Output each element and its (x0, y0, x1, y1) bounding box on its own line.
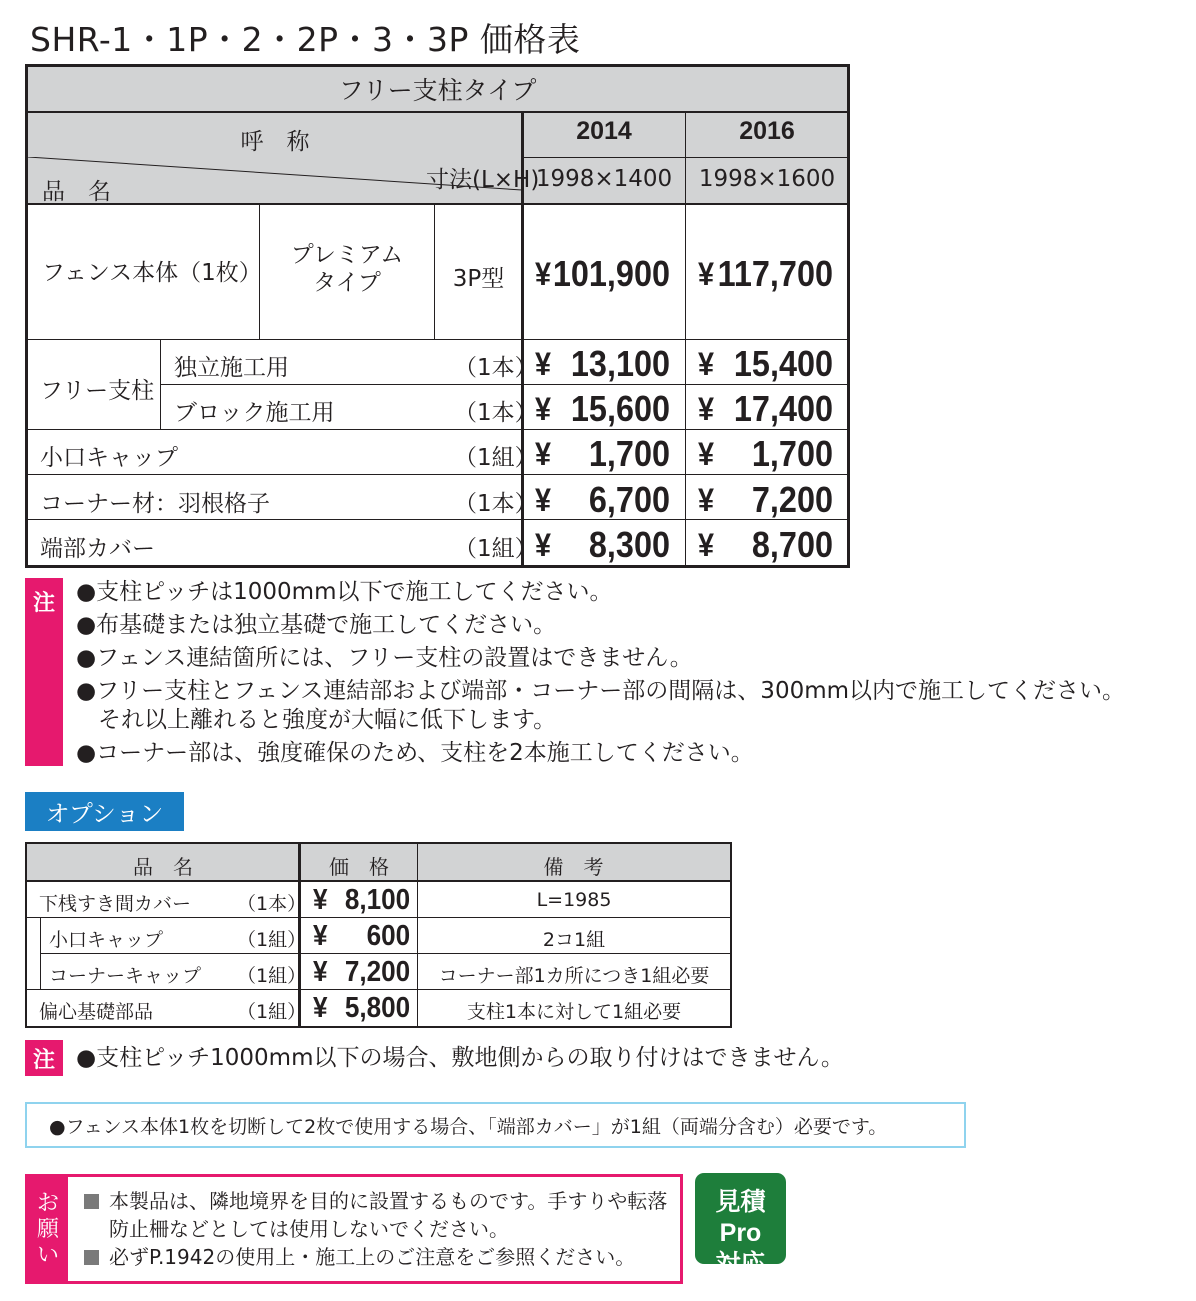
option-remark: L=1985 (536, 889, 612, 911)
yen-symbol: ¥ (698, 435, 715, 472)
row-free-post-standalone: 独立施工用 (174, 355, 289, 381)
option-unit: （1組） (237, 929, 307, 951)
row-unit: （1本） (454, 355, 538, 381)
yen-symbol: ¥ (535, 435, 552, 472)
row-end-cover: 端部カバー (40, 536, 155, 562)
price-value: 13,100 (570, 343, 670, 384)
row-fence-body-model: 3P型 (452, 266, 505, 292)
price-value: 600 (366, 920, 411, 952)
price-value: 1,700 (751, 433, 833, 474)
dimension-label: 寸法(L×H) (426, 167, 540, 193)
divider (160, 384, 522, 385)
request-line-text: 本製品は、隣地境界を目的に設置するものです。手すりや転落 (109, 1189, 668, 1213)
option-name: 小口キャップ (49, 929, 164, 951)
option-price (313, 884, 410, 917)
option-remark: 支柱1本に対して1組必要 (466, 1001, 682, 1023)
option-price (313, 956, 410, 989)
price-end-cover-2014 (535, 524, 670, 566)
note-line: ●布基礎または独立基礎で施工してください。 (76, 612, 557, 638)
yen-symbol: ¥ (535, 481, 552, 518)
request-label (28, 1177, 68, 1281)
yen-symbol: ¥ (313, 956, 328, 988)
price-value: 5,800 (344, 992, 411, 1024)
price-standalone-2014 (535, 343, 670, 385)
note-line: ●支柱ピッチは1000mm以下で施工してください。 (76, 579, 613, 605)
divider (28, 519, 847, 520)
options-table (25, 842, 732, 1028)
yen-symbol: ¥ (535, 255, 552, 292)
request-label-char: 願 (36, 1217, 59, 1242)
price-corner-2014 (535, 479, 670, 521)
yen-symbol: ¥ (535, 345, 552, 382)
group-header-label: フリー支柱タイプ (338, 76, 537, 105)
divider (40, 953, 730, 954)
divider (28, 474, 847, 475)
request-line (84, 1187, 667, 1215)
square-bullet-icon (84, 1250, 99, 1265)
row-unit: （1本） (454, 491, 538, 517)
price-value: 7,200 (344, 956, 411, 988)
price-fence-2016 (698, 253, 833, 295)
yen-symbol: ¥ (698, 526, 715, 563)
yen-symbol: ¥ (698, 481, 715, 518)
price-table (25, 64, 850, 568)
price-value: 101,900 (552, 253, 670, 294)
note-line: ●フェンス連結箇所には、フリー支柱の設置はできません。 (76, 645, 693, 671)
divider (27, 989, 730, 990)
option-price (313, 992, 410, 1025)
row-free-post-block: ブロック施工用 (174, 400, 335, 426)
yen-symbol: ¥ (698, 255, 715, 292)
row-fence-body-type: プレミアム タイプ (290, 242, 404, 296)
col-code-2014: 2014 (576, 117, 632, 145)
yen-symbol: ¥ (313, 992, 328, 1024)
row-corner-material: コーナー材：羽根格子 (40, 491, 270, 517)
option-name: 偏心基礎部品 (39, 1001, 154, 1023)
request-line-text: 必ずP.1942の使用上・施工上のご注意をご参照ください。 (109, 1245, 636, 1269)
divider (27, 917, 730, 918)
request-line (84, 1243, 635, 1271)
yen-symbol: ¥ (698, 345, 715, 382)
divider (522, 384, 847, 385)
price-value: 15,400 (733, 343, 833, 384)
product-name-label: 品 名 (42, 179, 111, 205)
divider (28, 429, 847, 430)
price-fence-2014 (535, 253, 670, 295)
price-corner-2016 (698, 479, 833, 521)
yen-symbol: ¥ (313, 884, 328, 916)
col-size-2016: 1998×1600 (698, 166, 836, 192)
badge-line-1: 見積Pro (715, 1188, 766, 1247)
price-block-2016 (698, 388, 833, 430)
request-line: 防止柵などとしては使用しないでください。 (109, 1217, 509, 1241)
request-label-char: お (36, 1191, 59, 1216)
option-remark: 2コ1組 (542, 929, 606, 951)
price-value: 15,600 (570, 388, 670, 429)
info-box-text: ●フェンス本体1枚を切断して2枚で使用する場合、「端部カバー」が1組（両端分含む）必要です。 (49, 1115, 888, 1138)
price-value: 7,200 (751, 479, 833, 520)
yen-symbol: ¥ (698, 390, 715, 427)
price-value: 8,100 (344, 884, 411, 916)
price-value: 17,400 (733, 388, 833, 429)
page-title: SHR-1・1P・2・2P・3・3P 価格表 (30, 20, 581, 59)
info-box (25, 1102, 966, 1148)
option-unit: （1本） (237, 893, 307, 915)
note-line: それ以上離れると強度が大幅に低下します。 (98, 707, 557, 733)
yen-symbol: ¥ (535, 390, 552, 427)
divider (28, 203, 847, 205)
divider (27, 880, 730, 882)
options-header-remarks: 備 考 (543, 855, 604, 879)
yen-symbol: ¥ (313, 920, 328, 952)
price-value: 1,700 (588, 433, 670, 474)
options-header-price: 価 格 (329, 855, 389, 879)
option-name: コーナーキャップ (49, 965, 202, 987)
note-line: ●フリー支柱とフェンス連結部および端部・コーナー部の間隔は、300mm以内で施工してください。 (76, 678, 1126, 704)
square-bullet-icon (84, 1194, 99, 1209)
note-badge: 注 (25, 578, 63, 766)
price-value: 6,700 (588, 479, 670, 520)
note-line: ●コーナー部は、強度確保のため、支柱を2本施工してください。 (76, 740, 754, 766)
header-diagonal-line (28, 157, 522, 203)
divider (28, 339, 847, 340)
row-end-cap: 小口キャップ (40, 445, 178, 471)
price-standalone-2016 (698, 343, 833, 385)
price-end-cover-2016 (698, 524, 833, 566)
price-cap-2016 (698, 433, 833, 475)
row-unit: （1組） (454, 536, 538, 562)
option-note-badge: 注 (25, 1040, 63, 1076)
option-note-text: ●支柱ピッチ1000mm以下の場合、敷地側からの取り付けはできません。 (76, 1045, 844, 1071)
option-unit: （1組） (237, 965, 307, 987)
designation-label: 呼 称 (240, 129, 310, 155)
badge-line-2: 対応 (715, 1250, 766, 1278)
price-cap-2014 (535, 433, 670, 475)
price-value: 8,700 (751, 524, 833, 565)
price-value: 117,700 (717, 253, 833, 294)
price-block-2014 (535, 388, 670, 430)
row-free-post-group: フリー支柱 (40, 378, 155, 404)
options-header-name: 品 名 (133, 855, 193, 879)
request-label-char: い (36, 1243, 59, 1268)
mitsumori-pro-badge (695, 1173, 786, 1278)
row-fence-body-name: フェンス本体（1枚） (42, 260, 262, 286)
option-price (313, 920, 410, 953)
col-size-2014: 1998×1400 (535, 166, 673, 192)
option-unit: （1組） (237, 1001, 307, 1023)
request-box (25, 1174, 683, 1284)
option-remark: コーナー部1カ所につき1組必要 (438, 965, 710, 987)
yen-symbol: ¥ (535, 526, 552, 563)
price-value: 8,300 (588, 524, 670, 565)
row-unit: （1本） (454, 400, 538, 426)
row-unit: （1組） (454, 445, 538, 471)
table-group-header (28, 67, 847, 111)
col-code-2016: 2016 (739, 117, 795, 145)
options-section-label: オプション (25, 792, 184, 831)
option-name: 下桟すき間カバー (39, 893, 192, 915)
